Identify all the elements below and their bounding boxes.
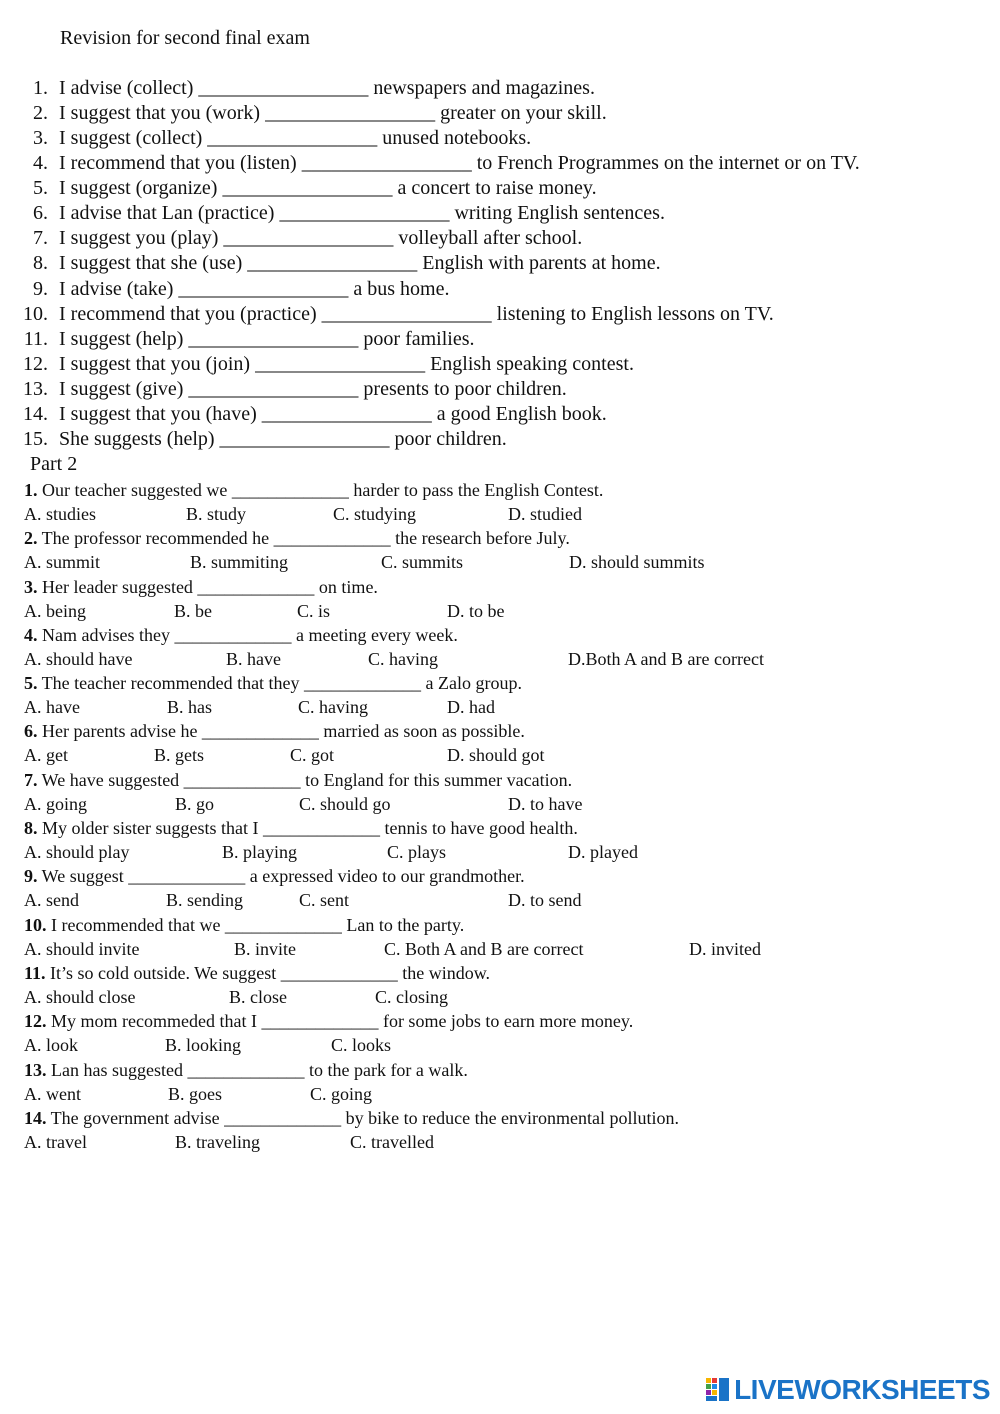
part1-item	[0, 151, 1000, 176]
option-d: D. played	[568, 842, 638, 863]
option-b: B. go	[175, 793, 215, 814]
answer-options	[0, 696, 1000, 718]
question-stem: Lan has suggested _____________ to the park for a walk.	[46, 1059, 468, 1080]
option-b: B. invite	[234, 938, 296, 959]
option-d: D. had	[447, 697, 495, 718]
question-number: 13.	[24, 1059, 47, 1080]
question-stem: Our teacher suggested we _____________ harder to pass the English Contest.	[37, 480, 604, 500]
question-text	[24, 479, 603, 501]
item-number: 8.	[33, 252, 48, 275]
question-number: 14.	[24, 1107, 47, 1128]
question	[0, 817, 1000, 865]
question-number: 2.	[24, 528, 38, 549]
option-a: A. send	[24, 890, 79, 911]
question-number: 11.	[24, 962, 46, 983]
question-text	[24, 817, 578, 839]
option-c: C. Both A and B are correct	[384, 938, 584, 959]
answer-options	[0, 986, 1000, 1008]
question-stem: The professor recommended he _____________ the research before July.	[37, 528, 570, 549]
question-stem: The teacher recommended that they _____________ a Zalo group.	[37, 673, 523, 694]
answer-options	[0, 1131, 1000, 1153]
item-text: I suggest that you (join) _________________ English speaking contest.	[59, 352, 634, 375]
option-b: B. close	[229, 986, 287, 1007]
question-number: 10.	[24, 914, 47, 935]
question	[0, 576, 1000, 624]
option-b: B. gets	[154, 745, 205, 766]
answer-options	[0, 551, 1000, 573]
question	[0, 962, 1000, 1010]
question-text	[24, 769, 572, 791]
option-b: B. traveling	[175, 1131, 260, 1152]
option-d: D.Both A and B are correct	[568, 648, 764, 669]
option-c: C. is	[297, 600, 331, 621]
item-text: I suggest that you (work) _________________ greater on your skill.	[59, 102, 607, 125]
item-text: I advise (collect) _________________ newspapers and magazines.	[59, 77, 595, 99]
question-number: 9.	[24, 866, 38, 887]
option-c: C. sent	[299, 890, 350, 911]
option-a: A. should play	[24, 842, 130, 863]
item-text: I suggest you (play) _________________ volleyball after school.	[59, 227, 583, 250]
question	[0, 1010, 1000, 1058]
question-text	[24, 672, 522, 694]
liveworksheets-logo	[706, 1374, 990, 1406]
option-b: B. sending	[166, 890, 244, 911]
option-a: A. travel	[24, 1131, 87, 1152]
option-b: B. be	[174, 600, 212, 621]
question-text	[24, 962, 490, 984]
option-b: B. looking	[165, 1035, 242, 1056]
question-text	[24, 914, 464, 936]
option-b: B. has	[167, 697, 212, 718]
question-stem: We have suggested _____________ to England for this summer vacation.	[37, 769, 573, 790]
question-text	[24, 576, 378, 598]
question-stem: My older sister suggests that I _____________ tennis to have good health.	[37, 818, 578, 839]
question-text	[24, 527, 570, 549]
option-a: A. studies	[24, 504, 96, 524]
answer-options	[0, 1034, 1000, 1056]
logo-icon	[706, 1376, 730, 1404]
answer-options	[0, 744, 1000, 766]
item-number: 14.	[23, 402, 48, 425]
option-a: A. look	[24, 1035, 78, 1056]
question-stem: It’s so cold outside. We suggest _____________ the window.	[45, 962, 491, 983]
question-number: 5.	[24, 673, 38, 694]
item-number: 4.	[33, 152, 48, 175]
option-a: A. going	[24, 793, 87, 814]
option-b: B. goes	[168, 1083, 222, 1104]
item-number: 12.	[23, 352, 48, 375]
question	[0, 624, 1000, 672]
question	[0, 914, 1000, 962]
question-stem: Nam advises they _____________ a meeting every week.	[37, 624, 458, 645]
part1-item	[0, 327, 1000, 352]
option-c: C. closing	[375, 986, 449, 1007]
item-number: 11.	[23, 327, 48, 350]
question-text	[24, 624, 458, 646]
part2-heading: Part 2	[30, 453, 78, 475]
option-d: D. studied	[508, 504, 582, 524]
answer-options	[0, 600, 1000, 622]
question-text	[24, 1059, 468, 1081]
option-c: C. going	[310, 1083, 373, 1104]
question-text	[24, 865, 525, 887]
answer-options	[0, 793, 1000, 815]
option-a: A. should invite	[24, 938, 140, 959]
question-stem: Her leader suggested _____________ on time.	[37, 576, 378, 597]
question	[0, 672, 1000, 720]
item-text: I suggest (collect) _________________ unused notebooks.	[59, 127, 532, 150]
question	[0, 1059, 1000, 1107]
item-number: 9.	[33, 277, 48, 300]
item-number: 10.	[23, 302, 48, 325]
part1-item	[0, 251, 1000, 276]
question-stem: The government advise _____________ by bike to reduce the environmental pollution.	[46, 1107, 680, 1128]
part1-item	[0, 402, 1000, 427]
item-text: I recommend that you (listen) _________________ to French Programmes on the internet or on TV.	[59, 152, 860, 175]
option-a: A. should close	[24, 986, 136, 1007]
option-c: C. should go	[299, 793, 391, 814]
item-text: I suggest that she (use) _________________ English with parents at home.	[59, 252, 661, 275]
question-number: 6.	[24, 721, 38, 742]
option-c: C. plays	[387, 842, 447, 863]
option-b: B. summiting	[190, 552, 289, 573]
part1-item	[0, 126, 1000, 151]
item-number: 13.	[23, 377, 48, 400]
answer-options	[0, 938, 1000, 960]
option-c: C. got	[290, 745, 335, 766]
item-number: 2.	[33, 102, 48, 125]
option-b: B. have	[226, 648, 281, 669]
item-text: I recommend that you (practice) _________________ listening to English lessons on TV.	[59, 302, 774, 325]
question-number: 1.	[24, 480, 38, 500]
question-number: 8.	[24, 818, 38, 839]
option-a: A. get	[24, 745, 68, 766]
part1-item	[0, 76, 1000, 101]
part1-item	[0, 277, 1000, 302]
part1-item	[0, 302, 1000, 327]
option-a: A. should have	[24, 648, 133, 669]
page-title: Revision for second final exam	[60, 27, 310, 49]
item-text: I advise that Lan (practice) _________________ writing English sentences.	[59, 202, 665, 225]
answer-options	[0, 648, 1000, 670]
part1-item	[0, 226, 1000, 251]
item-text: She suggests (help) _________________ poor children.	[59, 427, 507, 450]
option-d: D. to have	[508, 793, 583, 814]
option-c: C. studying	[333, 504, 417, 524]
question-number: 7.	[24, 769, 38, 790]
question-text	[24, 1107, 679, 1129]
part1-item	[0, 101, 1000, 126]
part1-item	[0, 427, 1000, 452]
option-a: A. being	[24, 600, 86, 621]
question	[0, 720, 1000, 768]
question-number: 3.	[24, 576, 38, 597]
question	[0, 479, 1000, 527]
option-a: A. have	[24, 697, 80, 718]
option-c: C. summits	[381, 552, 464, 573]
answer-options	[0, 841, 1000, 863]
option-c: C. having	[368, 648, 438, 669]
option-b: B. study	[186, 504, 247, 524]
item-number: 7.	[33, 227, 48, 250]
question	[0, 527, 1000, 575]
option-d: D. invited	[689, 938, 761, 959]
answer-options	[0, 503, 1000, 525]
option-d: D. to send	[508, 890, 582, 911]
option-a: A. summit	[24, 552, 101, 573]
question	[0, 1107, 1000, 1155]
question-text	[24, 720, 525, 742]
option-c: C. looks	[331, 1035, 392, 1056]
option-c: C. having	[298, 697, 368, 718]
part1-item	[0, 176, 1000, 201]
option-d: D. to be	[447, 600, 505, 621]
item-number: 1.	[33, 77, 48, 99]
option-a: A. went	[24, 1083, 81, 1104]
logo-text: LIVEWORKSHEETS	[734, 1374, 990, 1405]
question	[0, 769, 1000, 817]
answer-options	[0, 889, 1000, 911]
item-text: I suggest (organize) _________________ a concert to raise money.	[59, 177, 597, 200]
item-number: 3.	[33, 127, 48, 150]
question-stem: My mom recommeded that I _____________ for some jobs to earn more money.	[46, 1011, 634, 1032]
item-text: I suggest that you (have) _________________ a good English book.	[59, 402, 607, 425]
question-stem: We suggest _____________ a expressed video to our grandmother.	[37, 866, 525, 887]
part2-list	[0, 479, 1000, 1155]
question	[0, 865, 1000, 913]
question-stem: Her parents advise he _____________ married as soon as possible.	[37, 721, 525, 742]
option-c: C. travelled	[350, 1131, 434, 1152]
item-number: 6.	[33, 202, 48, 225]
option-d: D. should summits	[569, 552, 705, 573]
question-number: 12.	[24, 1011, 47, 1032]
option-d: D. should got	[447, 745, 545, 766]
part1-item	[0, 201, 1000, 226]
part1-list	[0, 76, 1000, 452]
item-text: I suggest (help) _________________ poor families.	[59, 327, 475, 350]
part1-item	[0, 352, 1000, 377]
question-number: 4.	[24, 624, 38, 645]
item-number: 15.	[23, 427, 48, 450]
answer-options	[0, 1083, 1000, 1105]
item-text: I advise (take) _________________ a bus home.	[59, 277, 450, 300]
item-number: 5.	[33, 177, 48, 200]
part1-item	[0, 377, 1000, 402]
item-text: I suggest (give) _________________ presents to poor children.	[59, 377, 567, 400]
question-text	[24, 1010, 633, 1032]
option-b: B. playing	[222, 842, 297, 863]
question-stem: I recommended that we _____________ Lan to the party.	[46, 914, 465, 935]
